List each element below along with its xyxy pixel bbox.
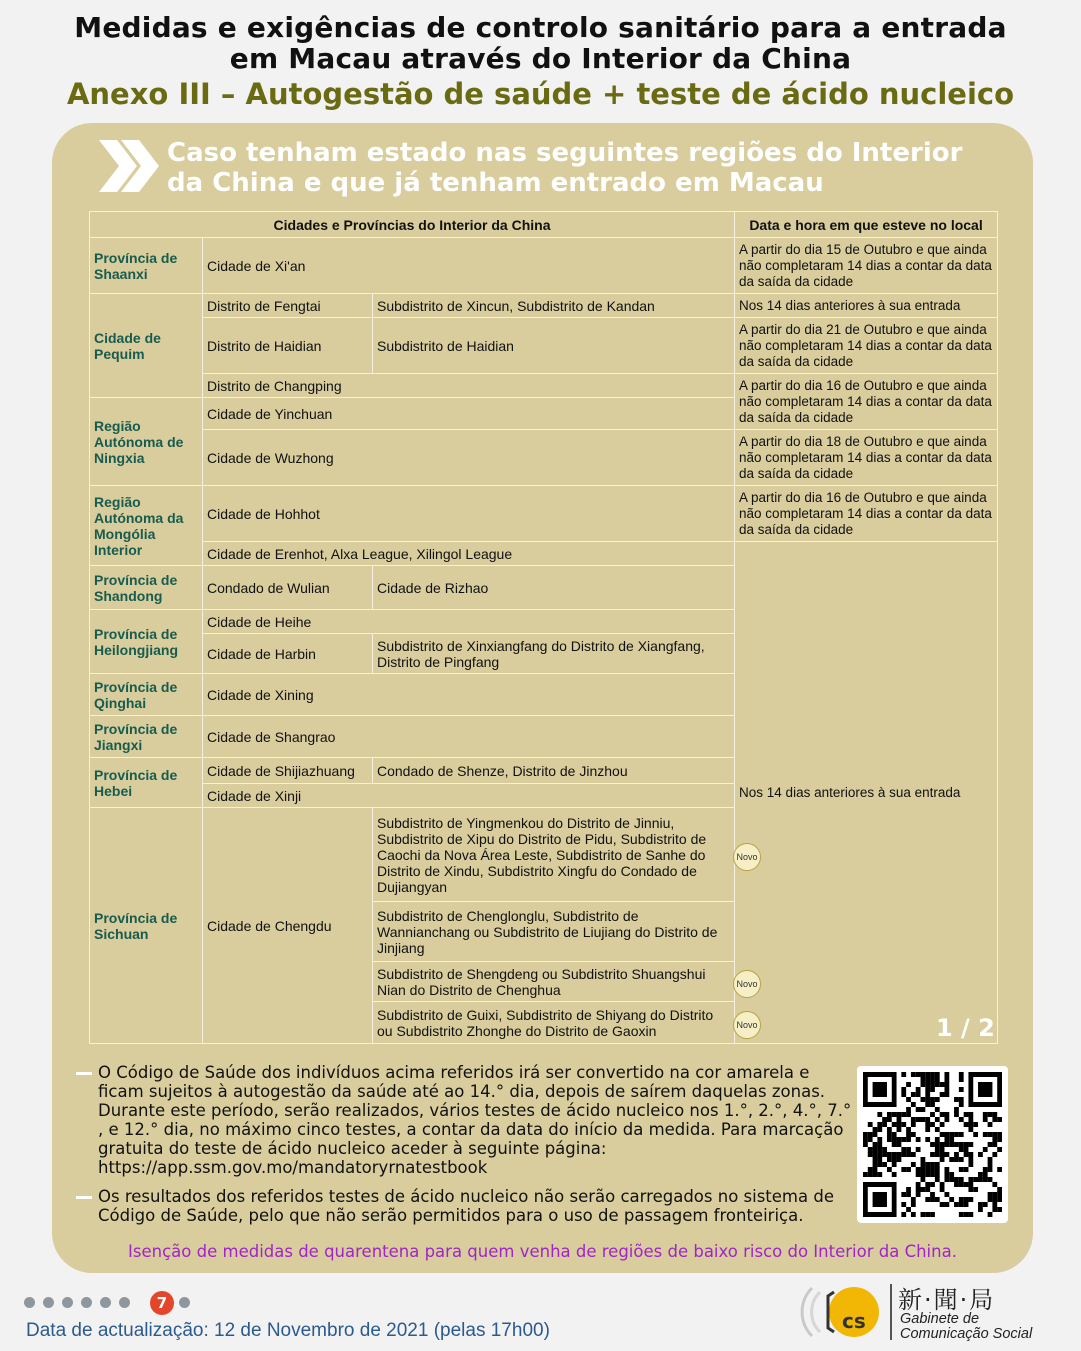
city-cell: Cidade de Xi'an [203, 238, 735, 294]
page-dot[interactable] [119, 1297, 130, 1308]
table-row [90, 238, 998, 294]
table-row [90, 294, 998, 318]
table-row [90, 542, 998, 566]
province-cell: Província de Shandong [90, 566, 203, 610]
city-cell: Cidade de Harbin [203, 634, 373, 674]
page-title-line1: Medidas e exigências de controlo sanitário para a entrada [74, 11, 1007, 44]
column-header-date: Data e hora em que esteve no local [735, 212, 998, 238]
province-cell: Província de Jiangxi [90, 716, 203, 758]
novo-badge: Novo [733, 843, 761, 871]
page-dot[interactable] [81, 1297, 92, 1308]
logo-portuguese-text [900, 1312, 1032, 1342]
logo-chinese-text: 新·聞·局 [898, 1286, 996, 1314]
date-cell: A partir do dia 21 de Outubro e que ainda não completaram 14 dias a contar da data da saída da cidade [735, 318, 998, 374]
page-dot[interactable] [62, 1297, 73, 1308]
date-cell: A partir do dia 18 de Outubro e que ainda não completaram 14 dias a contar da data da saída da cidade [735, 430, 998, 486]
table-row [90, 374, 998, 398]
page-dot-active[interactable]: 7 [150, 1291, 174, 1315]
date-cell: A partir do dia 16 de Outubro e que ainda não completaram 14 dias a contar da data da saída da cidade [735, 486, 998, 542]
city-cell: Cidade de Wuzhong [203, 430, 735, 486]
province-cell: Província de Shaanxi [90, 238, 203, 294]
page-dot[interactable] [43, 1297, 54, 1308]
gcs-logo-icon [798, 1276, 888, 1346]
subheading-line2: da China e que já tenham entrado em Macau [167, 168, 824, 198]
note-item [76, 1187, 856, 1225]
page-title-line2: em Macau através do Interior da China [229, 42, 852, 75]
subdistrict-cell: Cidade de Rizhao [373, 566, 735, 610]
page-dot[interactable] [179, 1297, 190, 1308]
subdistrict-cell: Subdistrito de Yingmenkou do Distrito de Jinniu, Subdistrito de Xipu do Distrito de Pidu, Subdistrito de Caochi da Nova Área Leste, Subdistrito de Sanhe do Distrito de Xindu, Subdistrito Xingfu do Condado de Dujiangyan [373, 808, 735, 902]
regions-table [89, 211, 998, 1044]
city-cell: Cidade de Shangrao [203, 716, 735, 758]
note-text: O Código de Saúde dos indivíduos acima referidos irá ser convertido na cor amarela e ficam sujeitos à autogestão da saúde até ao 14.° dia, depois de saírem daquelas zonas. Durante este período, serão realizados, vários testes de ácido nucleico nos 1.°, 2.°, 4.°, 7.° , e 12.° dia, no máximo cinco testes, a contar da data do início da medida. Para marcação gratuita do teste de ácido nucleico aceder à seguinte página: [98, 1063, 852, 1158]
province-cell: Região Autónoma de Ningxia [90, 398, 203, 486]
city-cell: Cidade de Xinji [203, 784, 735, 808]
column-header-location: Cidades e Províncias do Interior da China [90, 212, 735, 238]
notes-section [76, 1063, 856, 1225]
table-header-row [90, 212, 998, 238]
page-indicator: 1 / 2 [936, 1014, 995, 1042]
novo-badge: Novo [733, 1011, 761, 1039]
dash-bullet-icon [76, 1072, 92, 1075]
panel-subheading [167, 138, 1027, 198]
province-cell: Região Autónoma da Mongólia Interior [90, 486, 203, 566]
update-date: Data de actualização: 12 de Novembro de 2021 (pelas 17h00) [26, 1320, 550, 1341]
logo-divider [890, 1284, 892, 1340]
city-cell: Cidade de Hohhot [203, 486, 735, 542]
page-header [0, 12, 1081, 111]
note-text: Os resultados dos referidos testes de ácido nucleico não serão carregados no sistema de Código de Saúde, pelo que não serão permitidos para o uso de passagem fronteiriça. [98, 1187, 834, 1225]
subdistrict-cell: Condado de Shenze, Distrito de Jinzhou [373, 758, 735, 784]
double-chevron-right-icon [97, 138, 161, 194]
subdistrict-cell: Subdistrito de Chenglonglu, Subdistrito de Wannianchang ou Subdistrito de Liujiang do Distrito de Jinjiang [373, 902, 735, 962]
district-cell: Distrito de Haidian [203, 318, 373, 374]
page-dot[interactable] [100, 1297, 111, 1308]
city-cell: Cidade de Erenhot, Alxa League, Xilingol League [203, 542, 735, 566]
province-cell: Província de Hebei [90, 758, 203, 808]
province-cell: Província de Sichuan [90, 808, 203, 1044]
table-row [90, 486, 998, 542]
page-dot[interactable] [24, 1297, 35, 1308]
province-cell: Província de Heilongjiang [90, 610, 203, 674]
qr-code-icon [863, 1072, 1002, 1217]
date-cell: A partir do dia 15 de Outubro e que ainda não completaram 14 dias a contar da data da saída da cidade [735, 238, 998, 294]
svg-text:cs: cs [842, 1309, 866, 1333]
subdistrict-cell: Subdistrito de Xincun, Subdistrito de Kandan [373, 294, 735, 318]
subdistrict-cell: Subdistrito de Haidian [373, 318, 735, 374]
district-cell: Distrito de Fengtai [203, 294, 373, 318]
novo-badge: Novo [733, 970, 761, 998]
province-cell: Cidade de Pequim [90, 294, 203, 398]
logo-pt-line2: Comunicação Social [900, 1326, 1033, 1342]
date-cell: Nos 14 dias anteriores à sua entrada [735, 294, 998, 318]
city-cell: Cidade de Xining [203, 674, 735, 716]
note-item [76, 1063, 856, 1177]
district-cell: Condado de Wulian [203, 566, 373, 610]
subdistrict-cell: Subdistrito de Shengdeng ou Subdistrito Shuangshui Nian do Distrito de Chenghua [373, 962, 735, 1002]
city-cell: Cidade de Shijiazhuang [203, 758, 373, 784]
date-cell: A partir do dia 16 de Outubro e que ainda não completaram 14 dias a contar da data da saída da cidade [735, 374, 998, 430]
district-cell: Distrito de Changping [203, 374, 735, 398]
dash-bullet-icon [76, 1196, 92, 1199]
table-row [90, 430, 998, 486]
city-cell: Cidade de Heihe [203, 610, 735, 634]
subdistrict-cell: Subdistrito de Guixi, Subdistrito de Shiyang do Distrito ou Subdistrito Zhonghe do Distrito de Gaoxin [373, 1002, 735, 1044]
subheading-line1: Caso tenham estado nas seguintes regiões do Interior [167, 138, 963, 168]
city-cell: Cidade de Yinchuan [203, 398, 735, 430]
gcs-logo [798, 1276, 1070, 1346]
exemption-note: Isenção de medidas de quarentena para quem venha de regiões de baixo risco do Interior da China. [128, 1242, 957, 1261]
province-cell: Província de Qinghai [90, 674, 203, 716]
subdistrict-cell: Subdistrito de Xinxiangfang do Distrito de Xiangfang, Distrito de Pingfang [373, 634, 735, 674]
qr-code[interactable] [857, 1066, 1008, 1223]
city-cell: Cidade de Chengdu [203, 808, 373, 1044]
logo-pt-line1: Gabinete de [900, 1311, 980, 1327]
table-row [90, 318, 998, 374]
booking-link[interactable]: https://app.ssm.gov.mo/mandatoryrnatestbook [98, 1158, 488, 1177]
date-cell-merged: Nos 14 dias anteriores à sua entrada [735, 542, 998, 1044]
annex-title: Anexo III – Autogestão de saúde + teste de ácido nucleico [66, 77, 1015, 111]
